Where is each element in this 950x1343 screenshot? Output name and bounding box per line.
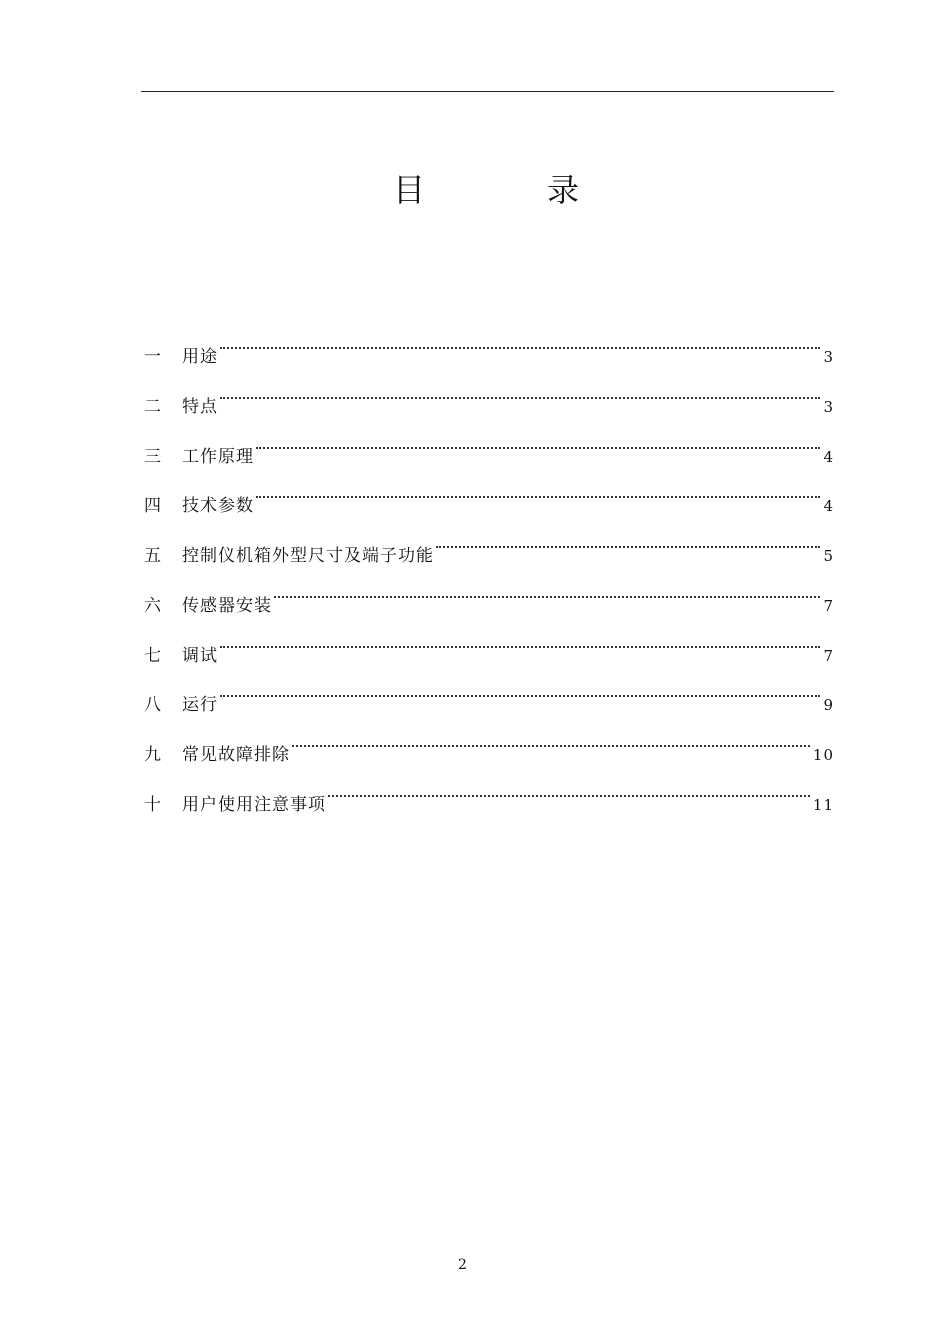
toc-entry-number: 十 [144, 795, 161, 815]
toc-entry-page: 4 [823, 448, 834, 466]
toc-entry-page: 3 [823, 398, 834, 416]
toc-entry-number: 一 [144, 347, 161, 367]
toc-entry-page: 11 [812, 796, 834, 814]
toc-entry-number: 六 [144, 596, 161, 616]
toc-leader-dots [256, 481, 820, 507]
toc-entry[interactable] [144, 585, 834, 616]
toc-entry-label: 用途 [182, 347, 218, 367]
toc-entry-number: 八 [144, 695, 161, 715]
toc-entry[interactable] [144, 635, 834, 666]
toc-entry-number: 四 [144, 496, 161, 516]
toc-entry[interactable] [144, 336, 834, 367]
toc-leader-dots [436, 531, 820, 557]
toc-entry-page: 9 [823, 696, 834, 714]
toc-entry[interactable] [144, 485, 834, 516]
toc-entry-label: 技术参数 [182, 496, 254, 516]
toc-entry[interactable] [144, 684, 834, 715]
toc-entry-number: 七 [144, 646, 161, 666]
toc-entry[interactable] [144, 535, 834, 566]
page-number: 2 [458, 1257, 467, 1273]
toc-entry-number: 九 [144, 745, 161, 765]
toc-entry-label: 传感器安装 [182, 596, 272, 616]
toc-entry-number: 五 [144, 546, 161, 566]
toc-entry-number: 三 [144, 447, 161, 467]
header-rule [141, 91, 834, 92]
toc-entry-page: 7 [823, 597, 834, 615]
toc-entry-page: 4 [823, 497, 834, 515]
toc-entry-label: 常见故障排除 [182, 745, 290, 765]
toc-leader-dots [220, 332, 820, 358]
toc-entry-label: 用户使用注意事项 [182, 795, 326, 815]
toc-leader-dots [220, 631, 820, 657]
toc-entry[interactable] [144, 386, 834, 417]
toc-entry-label: 工作原理 [182, 447, 254, 467]
page-title [0, 168, 950, 212]
toc-entry[interactable] [144, 784, 834, 815]
toc-leader-dots [256, 432, 820, 458]
toc-entry-page: 7 [823, 647, 834, 665]
toc-leader-dots [292, 730, 810, 756]
toc-entry[interactable] [144, 436, 834, 467]
toc-entry-label: 调试 [182, 646, 218, 666]
toc-entry-label: 控制仪机箱外型尺寸及端子功能 [182, 546, 434, 566]
toc-entry-page: 10 [812, 746, 834, 764]
title-char-1: 目 [393, 171, 426, 209]
toc-entry-number: 二 [144, 397, 161, 417]
toc-leader-dots [274, 581, 820, 607]
toc-leader-dots [220, 680, 820, 706]
title-char-2: 录 [547, 171, 580, 209]
toc-entry-label: 运行 [182, 695, 218, 715]
toc-leader-dots [220, 382, 820, 408]
toc-entry[interactable] [144, 734, 834, 765]
toc-entry-page: 5 [823, 547, 834, 565]
toc-entry-page: 3 [823, 348, 834, 366]
toc-leader-dots [328, 780, 810, 806]
toc-entry-label: 特点 [182, 397, 218, 417]
